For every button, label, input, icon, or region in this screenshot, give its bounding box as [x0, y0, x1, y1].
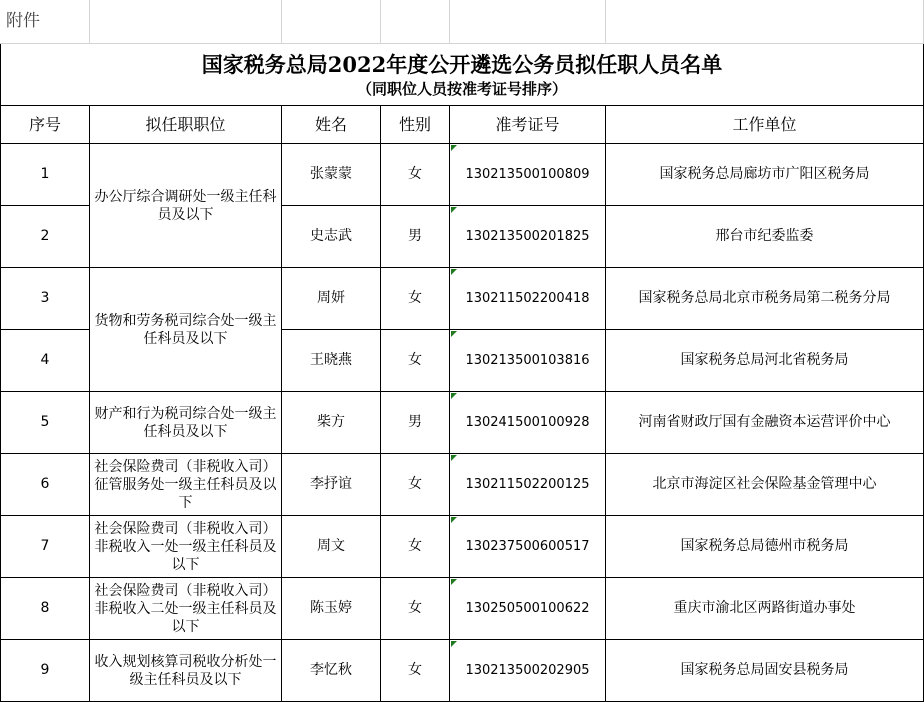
- gender-cell[interactable]: 男: [381, 206, 450, 268]
- work-unit-cell[interactable]: 河南省财政厅国有金融资本运营评价中心: [606, 392, 924, 454]
- name-cell[interactable]: 周文: [282, 516, 381, 578]
- empty-cell[interactable]: [282, 0, 381, 44]
- name-cell[interactable]: 张蒙蒙: [282, 144, 381, 206]
- row-number[interactable]: 9: [0, 640, 90, 702]
- exam-number-cell[interactable]: 130241500100928: [450, 392, 606, 454]
- exam-number-cell[interactable]: 130237500600517: [450, 516, 606, 578]
- header-no[interactable]: 序号: [0, 106, 90, 144]
- exam-number-cell[interactable]: 130213500201825: [450, 206, 606, 268]
- exam-number-cell[interactable]: 130250500100622: [450, 578, 606, 640]
- gender-cell[interactable]: 女: [381, 454, 450, 516]
- name-cell[interactable]: 周妍: [282, 268, 381, 330]
- header-work-unit[interactable]: 工作单位: [606, 106, 924, 144]
- row-number[interactable]: 1: [0, 144, 90, 206]
- exam-number-cell[interactable]: 130211502200125: [450, 454, 606, 516]
- work-unit-cell[interactable]: 国家税务总局河北省税务局: [606, 330, 924, 392]
- exam-number-cell[interactable]: 130213500202905: [450, 640, 606, 702]
- page-subtitle: （同职位人员按准考证号排序）: [356, 79, 567, 98]
- empty-cell[interactable]: [381, 0, 450, 44]
- gender-cell[interactable]: 女: [381, 516, 450, 578]
- header-exam-no[interactable]: 准考证号: [450, 106, 606, 144]
- position-cell[interactable]: 办公厅综合调研处一级主任科员及以下: [90, 144, 282, 268]
- gender-cell[interactable]: 女: [381, 330, 450, 392]
- row-number[interactable]: 3: [0, 268, 90, 330]
- row-number[interactable]: 2: [0, 206, 90, 268]
- name-cell[interactable]: 陈玉婷: [282, 578, 381, 640]
- name-cell[interactable]: 史志武: [282, 206, 381, 268]
- name-cell[interactable]: 王晓燕: [282, 330, 381, 392]
- title-cell[interactable]: [0, 44, 924, 106]
- gender-cell[interactable]: 女: [381, 144, 450, 206]
- header-name[interactable]: 姓名: [282, 106, 381, 144]
- page-title: 国家税务总局2022年度公开遴选公务员拟任职人员名单: [201, 51, 723, 77]
- position-cell[interactable]: 货物和劳务税司综合处一级主任科员及以下: [90, 268, 282, 392]
- position-cell[interactable]: 收入规划核算司税收分析处一级主任科员及以下: [90, 640, 282, 702]
- row-number[interactable]: 7: [0, 516, 90, 578]
- position-cell[interactable]: 社会保险费司（非税收入司）非税收入一处一级主任科员及以下: [90, 516, 282, 578]
- row-number[interactable]: 4: [0, 330, 90, 392]
- empty-cell[interactable]: [450, 0, 606, 44]
- name-cell[interactable]: 柴方: [282, 392, 381, 454]
- gender-cell[interactable]: 女: [381, 578, 450, 640]
- gender-cell[interactable]: 女: [381, 640, 450, 702]
- header-gender[interactable]: 性别: [381, 106, 450, 144]
- work-unit-cell[interactable]: 国家税务总局北京市税务局第二税务分局: [606, 268, 924, 330]
- empty-cell[interactable]: [606, 0, 924, 44]
- annex-label[interactable]: 附件: [0, 0, 90, 44]
- exam-number-cell[interactable]: 130213500100809: [450, 144, 606, 206]
- exam-number-cell[interactable]: 130213500103816: [450, 330, 606, 392]
- exam-number-cell[interactable]: 130211502200418: [450, 268, 606, 330]
- header-position[interactable]: 拟任职职位: [90, 106, 282, 144]
- work-unit-cell[interactable]: 北京市海淀区社会保险基金管理中心: [606, 454, 924, 516]
- name-cell[interactable]: 李忆秋: [282, 640, 381, 702]
- position-cell[interactable]: 财产和行为税司综合处一级主任科员及以下: [90, 392, 282, 454]
- row-number[interactable]: 5: [0, 392, 90, 454]
- position-cell[interactable]: 社会保险费司（非税收入司）非税收入二处一级主任科员及以下: [90, 578, 282, 640]
- gender-cell[interactable]: 男: [381, 392, 450, 454]
- work-unit-cell[interactable]: 重庆市渝北区两路街道办事处: [606, 578, 924, 640]
- gender-cell[interactable]: 女: [381, 268, 450, 330]
- empty-cell[interactable]: [90, 0, 282, 44]
- work-unit-cell[interactable]: 国家税务总局德州市税务局: [606, 516, 924, 578]
- name-cell[interactable]: 李抒谊: [282, 454, 381, 516]
- work-unit-cell[interactable]: 国家税务总局廊坊市广阳区税务局: [606, 144, 924, 206]
- work-unit-cell[interactable]: 国家税务总局固安县税务局: [606, 640, 924, 702]
- work-unit-cell[interactable]: 邢台市纪委监委: [606, 206, 924, 268]
- position-cell[interactable]: 社会保险费司（非税收入司）征管服务处一级主任科员及以下: [90, 454, 282, 516]
- row-number[interactable]: 8: [0, 578, 90, 640]
- row-number[interactable]: 6: [0, 454, 90, 516]
